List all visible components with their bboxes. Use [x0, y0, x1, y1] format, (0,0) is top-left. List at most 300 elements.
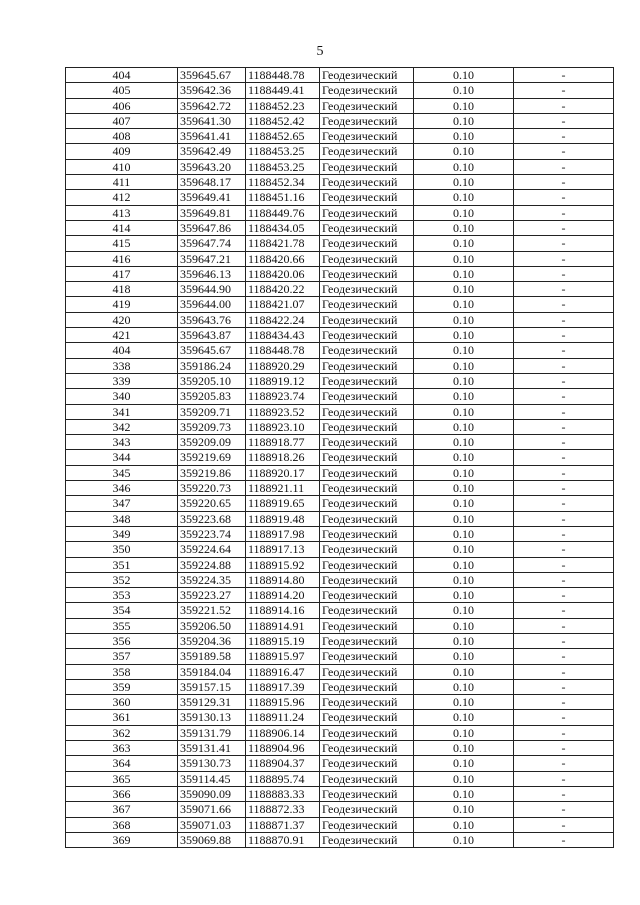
y-coordinate-cell: 1188923.74: [246, 389, 320, 404]
y-coordinate-cell: 1188915.92: [246, 557, 320, 572]
method-cell: Геодезический: [320, 710, 414, 725]
table-row: [66, 725, 614, 740]
table-row: [66, 373, 614, 388]
point-number-cell: 343: [66, 435, 178, 450]
table-row: [66, 741, 614, 756]
table-row: [66, 404, 614, 419]
table-row: [66, 817, 614, 832]
description-cell: -: [514, 817, 614, 832]
x-coordinate-cell: 359643.76: [178, 312, 246, 327]
x-coordinate-cell: 359131.79: [178, 725, 246, 740]
accuracy-cell: 0.10: [414, 526, 514, 541]
coordinates-table: [65, 67, 614, 848]
y-coordinate-cell: 1188872.33: [246, 802, 320, 817]
method-cell: Геодезический: [320, 435, 414, 450]
x-coordinate-cell: 359184.04: [178, 664, 246, 679]
y-coordinate-cell: 1188918.77: [246, 435, 320, 450]
method-cell: Геодезический: [320, 756, 414, 771]
x-coordinate-cell: 359645.67: [178, 68, 246, 83]
method-cell: Геодезический: [320, 450, 414, 465]
y-coordinate-cell: 1188434.43: [246, 328, 320, 343]
description-cell: -: [514, 343, 614, 358]
point-number-cell: 368: [66, 817, 178, 832]
y-coordinate-cell: 1188917.13: [246, 542, 320, 557]
method-cell: Геодезический: [320, 465, 414, 480]
y-coordinate-cell: 1188914.91: [246, 618, 320, 633]
method-cell: Геодезический: [320, 771, 414, 786]
description-cell: -: [514, 297, 614, 312]
x-coordinate-cell: 359223.27: [178, 588, 246, 603]
method-cell: Геодезический: [320, 68, 414, 83]
y-coordinate-cell: 1188919.48: [246, 511, 320, 526]
description-cell: -: [514, 220, 614, 235]
accuracy-cell: 0.10: [414, 435, 514, 450]
table-row: [66, 113, 614, 128]
page-number: 5: [316, 44, 324, 59]
method-cell: Геодезический: [320, 328, 414, 343]
table-row: [66, 664, 614, 679]
point-number-cell: 365: [66, 771, 178, 786]
accuracy-cell: 0.10: [414, 786, 514, 801]
y-coordinate-cell: 1188449.76: [246, 205, 320, 220]
point-number-cell: 410: [66, 159, 178, 174]
method-cell: Геодезический: [320, 251, 414, 266]
point-number-cell: 413: [66, 205, 178, 220]
point-number-cell: 350: [66, 542, 178, 557]
point-number-cell: 339: [66, 373, 178, 388]
point-number-cell: 356: [66, 633, 178, 648]
accuracy-cell: 0.10: [414, 649, 514, 664]
table-row: [66, 144, 614, 159]
y-coordinate-cell: 1188904.37: [246, 756, 320, 771]
table-row: [66, 328, 614, 343]
point-number-cell: 344: [66, 450, 178, 465]
accuracy-cell: 0.10: [414, 266, 514, 281]
method-cell: Геодезический: [320, 526, 414, 541]
accuracy-cell: 0.10: [414, 588, 514, 603]
description-cell: -: [514, 588, 614, 603]
y-coordinate-cell: 1188453.25: [246, 159, 320, 174]
accuracy-cell: 0.10: [414, 282, 514, 297]
method-cell: Геодезический: [320, 741, 414, 756]
method-cell: Геодезический: [320, 205, 414, 220]
point-number-cell: 351: [66, 557, 178, 572]
accuracy-cell: 0.10: [414, 832, 514, 847]
description-cell: -: [514, 98, 614, 113]
accuracy-cell: 0.10: [414, 68, 514, 83]
description-cell: -: [514, 175, 614, 190]
method-cell: Геодезический: [320, 817, 414, 832]
x-coordinate-cell: 359645.67: [178, 343, 246, 358]
accuracy-cell: 0.10: [414, 802, 514, 817]
table-row: [66, 710, 614, 725]
y-coordinate-cell: 1188434.05: [246, 220, 320, 235]
method-cell: Геодезический: [320, 129, 414, 144]
description-cell: -: [514, 435, 614, 450]
x-coordinate-cell: 359649.81: [178, 205, 246, 220]
table-row: [66, 572, 614, 587]
point-number-cell: 348: [66, 511, 178, 526]
y-coordinate-cell: 1188923.52: [246, 404, 320, 419]
accuracy-cell: 0.10: [414, 419, 514, 434]
table-row: [66, 526, 614, 541]
description-cell: -: [514, 679, 614, 694]
table-row: [66, 496, 614, 511]
accuracy-cell: 0.10: [414, 664, 514, 679]
table-row: [66, 786, 614, 801]
method-cell: Геодезический: [320, 496, 414, 511]
method-cell: Геодезический: [320, 802, 414, 817]
y-coordinate-cell: 1188915.96: [246, 695, 320, 710]
table-row: [66, 802, 614, 817]
description-cell: -: [514, 695, 614, 710]
table-row: [66, 175, 614, 190]
point-number-cell: 419: [66, 297, 178, 312]
method-cell: Геодезический: [320, 220, 414, 235]
y-coordinate-cell: 1188453.25: [246, 144, 320, 159]
method-cell: Геодезический: [320, 113, 414, 128]
method-cell: Геодезический: [320, 98, 414, 113]
accuracy-cell: 0.10: [414, 358, 514, 373]
description-cell: -: [514, 312, 614, 327]
table-row: [66, 190, 614, 205]
accuracy-cell: 0.10: [414, 557, 514, 572]
accuracy-cell: 0.10: [414, 603, 514, 618]
table-row: [66, 129, 614, 144]
description-cell: -: [514, 603, 614, 618]
x-coordinate-cell: 359130.13: [178, 710, 246, 725]
accuracy-cell: 0.10: [414, 404, 514, 419]
point-number-cell: 416: [66, 251, 178, 266]
method-cell: Геодезический: [320, 358, 414, 373]
description-cell: -: [514, 633, 614, 648]
point-number-cell: 412: [66, 190, 178, 205]
table-row: [66, 618, 614, 633]
x-coordinate-cell: 359069.88: [178, 832, 246, 847]
table-row: [66, 220, 614, 235]
point-number-cell: 415: [66, 236, 178, 251]
x-coordinate-cell: 359647.74: [178, 236, 246, 251]
description-cell: -: [514, 83, 614, 98]
description-cell: -: [514, 419, 614, 434]
y-coordinate-cell: 1188421.07: [246, 297, 320, 312]
description-cell: -: [514, 496, 614, 511]
description-cell: -: [514, 802, 614, 817]
accuracy-cell: 0.10: [414, 190, 514, 205]
method-cell: Геодезический: [320, 664, 414, 679]
description-cell: -: [514, 68, 614, 83]
method-cell: Геодезический: [320, 786, 414, 801]
point-number-cell: 353: [66, 588, 178, 603]
point-number-cell: 354: [66, 603, 178, 618]
x-coordinate-cell: 359648.17: [178, 175, 246, 190]
accuracy-cell: 0.10: [414, 725, 514, 740]
point-number-cell: 404: [66, 343, 178, 358]
table-row: [66, 649, 614, 664]
description-cell: -: [514, 159, 614, 174]
table-row: [66, 419, 614, 434]
description-cell: -: [514, 481, 614, 496]
accuracy-cell: 0.10: [414, 695, 514, 710]
table-row: [66, 557, 614, 572]
accuracy-cell: 0.10: [414, 465, 514, 480]
table-row: [66, 282, 614, 297]
table-row: [66, 83, 614, 98]
point-number-cell: 359: [66, 679, 178, 694]
point-number-cell: 404: [66, 68, 178, 83]
accuracy-cell: 0.10: [414, 741, 514, 756]
point-number-cell: 360: [66, 695, 178, 710]
method-cell: Геодезический: [320, 557, 414, 572]
x-coordinate-cell: 359221.52: [178, 603, 246, 618]
method-cell: Геодезический: [320, 679, 414, 694]
accuracy-cell: 0.10: [414, 373, 514, 388]
y-coordinate-cell: 1188917.98: [246, 526, 320, 541]
table-row: [66, 542, 614, 557]
accuracy-cell: 0.10: [414, 251, 514, 266]
method-cell: Геодезический: [320, 419, 414, 434]
method-cell: Геодезический: [320, 159, 414, 174]
x-coordinate-cell: 359129.31: [178, 695, 246, 710]
accuracy-cell: 0.10: [414, 710, 514, 725]
description-cell: -: [514, 649, 614, 664]
point-number-cell: 369: [66, 832, 178, 847]
x-coordinate-cell: 359204.36: [178, 633, 246, 648]
method-cell: Геодезический: [320, 175, 414, 190]
accuracy-cell: 0.10: [414, 481, 514, 496]
table-row: [66, 588, 614, 603]
y-coordinate-cell: 1188916.47: [246, 664, 320, 679]
accuracy-cell: 0.10: [414, 511, 514, 526]
description-cell: -: [514, 328, 614, 343]
description-cell: -: [514, 282, 614, 297]
y-coordinate-cell: 1188919.12: [246, 373, 320, 388]
method-cell: Геодезический: [320, 603, 414, 618]
accuracy-cell: 0.10: [414, 389, 514, 404]
description-cell: -: [514, 465, 614, 480]
point-number-cell: 341: [66, 404, 178, 419]
y-coordinate-cell: 1188921.11: [246, 481, 320, 496]
x-coordinate-cell: 359223.68: [178, 511, 246, 526]
method-cell: Геодезический: [320, 236, 414, 251]
y-coordinate-cell: 1188448.78: [246, 343, 320, 358]
table-row: [66, 159, 614, 174]
x-coordinate-cell: 359642.72: [178, 98, 246, 113]
table-row: [66, 68, 614, 83]
accuracy-cell: 0.10: [414, 450, 514, 465]
point-number-cell: 340: [66, 389, 178, 404]
accuracy-cell: 0.10: [414, 175, 514, 190]
description-cell: -: [514, 190, 614, 205]
accuracy-cell: 0.10: [414, 297, 514, 312]
x-coordinate-cell: 359071.03: [178, 817, 246, 832]
table-row: [66, 435, 614, 450]
method-cell: Геодезический: [320, 389, 414, 404]
table-row: [66, 832, 614, 847]
accuracy-cell: 0.10: [414, 343, 514, 358]
point-number-cell: 421: [66, 328, 178, 343]
table-row: [66, 358, 614, 373]
x-coordinate-cell: 359206.50: [178, 618, 246, 633]
description-cell: -: [514, 526, 614, 541]
x-coordinate-cell: 359071.66: [178, 802, 246, 817]
method-cell: Геодезический: [320, 572, 414, 587]
x-coordinate-cell: 359224.88: [178, 557, 246, 572]
accuracy-cell: 0.10: [414, 817, 514, 832]
x-coordinate-cell: 359649.41: [178, 190, 246, 205]
method-cell: Геодезический: [320, 373, 414, 388]
method-cell: Геодезический: [320, 588, 414, 603]
point-number-cell: 405: [66, 83, 178, 98]
method-cell: Геодезический: [320, 83, 414, 98]
description-cell: -: [514, 710, 614, 725]
point-number-cell: 362: [66, 725, 178, 740]
method-cell: Геодезический: [320, 343, 414, 358]
point-number-cell: 346: [66, 481, 178, 496]
y-coordinate-cell: 1188914.16: [246, 603, 320, 618]
description-cell: -: [514, 618, 614, 633]
point-number-cell: 355: [66, 618, 178, 633]
accuracy-cell: 0.10: [414, 572, 514, 587]
method-cell: Геодезический: [320, 404, 414, 419]
x-coordinate-cell: 359642.36: [178, 83, 246, 98]
point-number-cell: 408: [66, 129, 178, 144]
x-coordinate-cell: 359224.35: [178, 572, 246, 587]
y-coordinate-cell: 1188920.17: [246, 465, 320, 480]
point-number-cell: 361: [66, 710, 178, 725]
accuracy-cell: 0.10: [414, 618, 514, 633]
x-coordinate-cell: 359090.09: [178, 786, 246, 801]
accuracy-cell: 0.10: [414, 98, 514, 113]
y-coordinate-cell: 1188452.23: [246, 98, 320, 113]
y-coordinate-cell: 1188906.14: [246, 725, 320, 740]
table-row: [66, 389, 614, 404]
method-cell: Геодезический: [320, 695, 414, 710]
x-coordinate-cell: 359643.20: [178, 159, 246, 174]
point-number-cell: 417: [66, 266, 178, 281]
description-cell: -: [514, 450, 614, 465]
description-cell: -: [514, 404, 614, 419]
x-coordinate-cell: 359644.00: [178, 297, 246, 312]
description-cell: -: [514, 664, 614, 679]
table-row: [66, 297, 614, 312]
x-coordinate-cell: 359646.13: [178, 266, 246, 281]
y-coordinate-cell: 1188871.37: [246, 817, 320, 832]
point-number-cell: 363: [66, 741, 178, 756]
y-coordinate-cell: 1188919.65: [246, 496, 320, 511]
y-coordinate-cell: 1188870.91: [246, 832, 320, 847]
table-row: [66, 633, 614, 648]
description-cell: -: [514, 205, 614, 220]
table-row: [66, 450, 614, 465]
method-cell: Геодезический: [320, 266, 414, 281]
x-coordinate-cell: 359223.74: [178, 526, 246, 541]
point-number-cell: 347: [66, 496, 178, 511]
accuracy-cell: 0.10: [414, 756, 514, 771]
description-cell: -: [514, 786, 614, 801]
y-coordinate-cell: 1188904.96: [246, 741, 320, 756]
description-cell: -: [514, 572, 614, 587]
y-coordinate-cell: 1188915.19: [246, 633, 320, 648]
accuracy-cell: 0.10: [414, 159, 514, 174]
accuracy-cell: 0.10: [414, 236, 514, 251]
accuracy-cell: 0.10: [414, 83, 514, 98]
method-cell: Геодезический: [320, 282, 414, 297]
method-cell: Геодезический: [320, 511, 414, 526]
description-cell: -: [514, 236, 614, 251]
accuracy-cell: 0.10: [414, 633, 514, 648]
x-coordinate-cell: 359220.73: [178, 481, 246, 496]
point-number-cell: 338: [66, 358, 178, 373]
y-coordinate-cell: 1188452.34: [246, 175, 320, 190]
description-cell: -: [514, 756, 614, 771]
y-coordinate-cell: 1188420.22: [246, 282, 320, 297]
description-cell: -: [514, 266, 614, 281]
x-coordinate-cell: 359205.83: [178, 389, 246, 404]
description-cell: -: [514, 389, 614, 404]
method-cell: Геодезический: [320, 649, 414, 664]
x-coordinate-cell: 359130.73: [178, 756, 246, 771]
accuracy-cell: 0.10: [414, 771, 514, 786]
method-cell: Геодезический: [320, 312, 414, 327]
y-coordinate-cell: 1188883.33: [246, 786, 320, 801]
point-number-cell: 407: [66, 113, 178, 128]
table-row: [66, 756, 614, 771]
x-coordinate-cell: 359644.90: [178, 282, 246, 297]
x-coordinate-cell: 359219.69: [178, 450, 246, 465]
table-row: [66, 771, 614, 786]
point-number-cell: 342: [66, 419, 178, 434]
table-row: [66, 481, 614, 496]
y-coordinate-cell: 1188421.78: [246, 236, 320, 251]
table-row: [66, 695, 614, 710]
table-row: [66, 343, 614, 358]
point-number-cell: 345: [66, 465, 178, 480]
x-coordinate-cell: 359641.30: [178, 113, 246, 128]
accuracy-cell: 0.10: [414, 144, 514, 159]
y-coordinate-cell: 1188915.97: [246, 649, 320, 664]
accuracy-cell: 0.10: [414, 542, 514, 557]
description-cell: -: [514, 741, 614, 756]
y-coordinate-cell: 1188420.06: [246, 266, 320, 281]
method-cell: Геодезический: [320, 633, 414, 648]
y-coordinate-cell: 1188422.24: [246, 312, 320, 327]
table-row: [66, 266, 614, 281]
method-cell: Геодезический: [320, 481, 414, 496]
description-cell: -: [514, 832, 614, 847]
description-cell: -: [514, 251, 614, 266]
table-row: [66, 465, 614, 480]
description-cell: -: [514, 129, 614, 144]
x-coordinate-cell: 359157.15: [178, 679, 246, 694]
x-coordinate-cell: 359186.24: [178, 358, 246, 373]
accuracy-cell: 0.10: [414, 312, 514, 327]
x-coordinate-cell: 359209.09: [178, 435, 246, 450]
x-coordinate-cell: 359220.65: [178, 496, 246, 511]
table-row: [66, 251, 614, 266]
x-coordinate-cell: 359114.45: [178, 771, 246, 786]
y-coordinate-cell: 1188923.10: [246, 419, 320, 434]
x-coordinate-cell: 359131.41: [178, 741, 246, 756]
point-number-cell: 420: [66, 312, 178, 327]
point-number-cell: 414: [66, 220, 178, 235]
description-cell: -: [514, 542, 614, 557]
x-coordinate-cell: 359642.49: [178, 144, 246, 159]
method-cell: Геодезический: [320, 297, 414, 312]
point-number-cell: 352: [66, 572, 178, 587]
point-number-cell: 349: [66, 526, 178, 541]
y-coordinate-cell: 1188449.41: [246, 83, 320, 98]
